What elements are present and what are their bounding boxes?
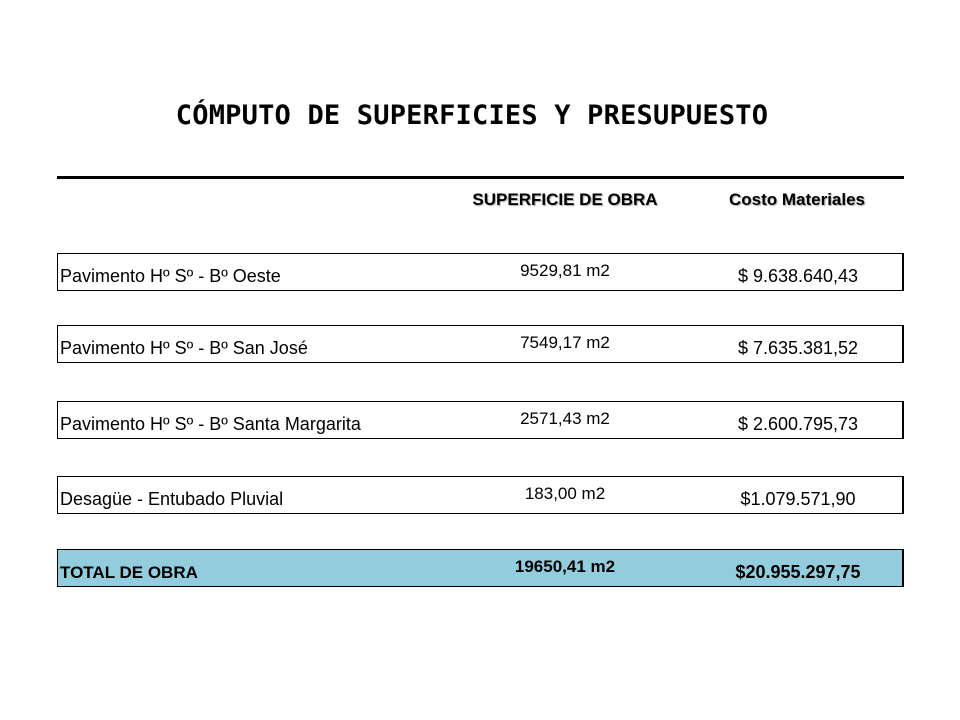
row-area: 183,00 m2 <box>524 484 606 503</box>
column-header-cost: Costo Materiales <box>728 190 866 209</box>
column-header-area: SUPERFICIE DE OBRA <box>472 190 658 209</box>
row-cost: $ 7.635.381,52 <box>737 338 859 358</box>
row-cost: $1.079.571,90 <box>740 489 856 509</box>
total-cost: $20.955.297,75 <box>735 562 861 582</box>
title-divider <box>57 176 904 179</box>
row-name: Pavimento Hº Sº - Bº Santa Margarita <box>60 414 361 434</box>
table-row <box>57 476 904 514</box>
row-area: 9529,81 m2 <box>520 261 610 280</box>
page-title: CÓMPUTO DE SUPERFICIES Y PRESUPUESTO <box>175 100 769 131</box>
row-area: 2571,43 m2 <box>520 409 610 428</box>
total-name: TOTAL DE OBRA <box>60 563 198 582</box>
row-cost: $ 9.638.640,43 <box>737 266 859 286</box>
total-area: 19650,41 m2 <box>514 557 616 576</box>
row-cost: $ 2.600.795,73 <box>737 414 859 434</box>
table-row <box>57 253 904 291</box>
total-row <box>57 549 904 587</box>
row-area: 7549,17 m2 <box>520 333 610 352</box>
table-row <box>57 325 904 363</box>
table-row <box>57 401 904 439</box>
row-name: Pavimento Hº Sº - Bº San José <box>60 338 308 358</box>
row-name: Pavimento Hº Sº - Bº Oeste <box>60 266 281 286</box>
row-name: Desagüe - Entubado Pluvial <box>60 489 284 509</box>
